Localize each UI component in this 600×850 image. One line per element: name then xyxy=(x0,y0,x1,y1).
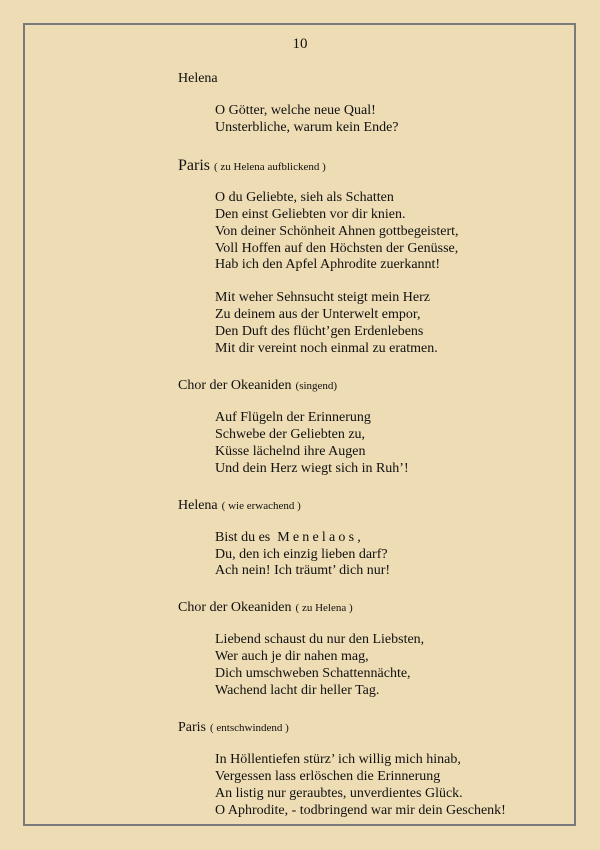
verse-text: Bist du es xyxy=(215,529,271,545)
speaker-label: Chor der Okeaniden xyxy=(178,377,292,393)
speaker-name xyxy=(178,497,558,514)
verse-line: Du, den ich einzig lieben darf? xyxy=(215,546,388,562)
verse-stanza xyxy=(215,103,558,137)
verse-line: Zu deinem aus der Unterwelt empor, xyxy=(215,307,421,323)
section-chorus-2 xyxy=(178,599,558,700)
speaker-label: Helena xyxy=(178,71,218,86)
verse-line: Den Duft des flücht’gen Erdenlebens xyxy=(215,324,424,340)
verse-line: Hab ich den Apfel Aphrodite zuerkannt! xyxy=(215,257,441,273)
stage-direction: ( wie erwachend ) xyxy=(221,499,301,512)
verse-line: Vergessen lass erlöschen die Erinnerung xyxy=(215,768,441,784)
verse-line: Küsse lächelnd ihre Augen xyxy=(215,443,366,459)
verse-line: Unsterbliche, warum kein Ende? xyxy=(215,119,399,135)
verse-stanza xyxy=(215,190,558,275)
verse-line: An listig nur geraubtes, unverdientes Glück. xyxy=(215,785,463,801)
stage-direction: ( entschwindend ) xyxy=(210,721,289,734)
page-number: 10 xyxy=(292,36,308,52)
verse-line: Mit weher Sehnsucht steigt mein Herz xyxy=(215,290,431,306)
verse-line: Liebend schaust du nur den Liebsten, xyxy=(215,632,425,648)
verse-line: Und dein Herz wiegt sich in Ruh’! xyxy=(215,460,409,476)
speaker-label: Paris xyxy=(178,156,210,174)
speaker-label: Paris xyxy=(178,719,206,735)
verse-line: O Götter, welche neue Qual! xyxy=(215,103,376,118)
verse-line: Den einst Geliebten vor dir knien. xyxy=(215,206,406,222)
speaker-name xyxy=(178,70,558,87)
section-helena-2 xyxy=(178,497,558,581)
verse-stanza xyxy=(215,410,558,478)
spaced-name: Menelaos, xyxy=(277,529,364,545)
speaker-name xyxy=(178,719,558,736)
verse-line: Dich umschweben Schattennächte, xyxy=(215,666,411,682)
speaker-label: Helena xyxy=(178,497,218,513)
verse-line: Voll Hoffen auf den Höchsten der Genüsse, xyxy=(215,240,459,256)
section-chorus-1 xyxy=(178,377,558,478)
verse-line: Wachend lacht dir heller Tag. xyxy=(215,683,380,699)
play-text xyxy=(178,70,558,820)
stage-direction: ( zu Helena ) xyxy=(295,602,353,615)
verse-line: Mit dir vereint noch einmal zu eratmen. xyxy=(215,341,438,357)
speaker-label: Chor der Okeaniden xyxy=(178,600,292,616)
verse-stanza xyxy=(215,290,558,358)
verse-stanza xyxy=(215,632,558,700)
verse-line: O Aphrodite, - todbringend war mir dein Geschenk! xyxy=(215,802,506,818)
verse-line: Ach nein! Ich träumt’ dich nur! xyxy=(215,563,391,579)
section-helena-1 xyxy=(178,70,558,137)
verse-line: Von deiner Schönheit Ahnen gottbegeistert, xyxy=(215,223,459,239)
speaker-name xyxy=(178,377,558,394)
verse-stanza xyxy=(215,530,558,581)
verse-line: Schwebe der Geliebten zu, xyxy=(215,426,366,442)
section-paris-1 xyxy=(178,157,558,358)
verse-line: In Höllentiefen stürz’ ich willig mich hinab, xyxy=(215,751,461,767)
verse-line xyxy=(215,530,558,547)
verse-line: Auf Flügeln der Erinnerung xyxy=(215,409,371,425)
verse-line: Wer auch je dir nahen mag, xyxy=(215,649,369,665)
verse-stanza xyxy=(215,752,558,820)
stage-direction: (singend) xyxy=(295,379,338,392)
section-paris-2 xyxy=(178,719,558,820)
stage-direction: ( zu Helena aufblickend ) xyxy=(214,160,326,173)
verse-line: O du Geliebte, sieh als Schatten xyxy=(215,189,394,205)
speaker-name xyxy=(178,157,558,174)
speaker-name xyxy=(178,599,558,616)
